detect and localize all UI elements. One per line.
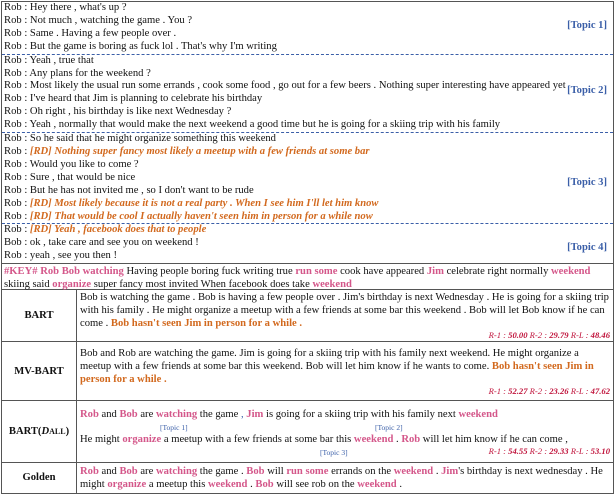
utterance-text: [RD] That would be cool I actually haven't seen him in person for a while now [29,210,373,222]
figure [1,1,614,494]
speaker: Rob [4,145,22,157]
key-word: celebrate right normally [443,266,552,278]
topic-tag: [Topic 3] [567,176,607,188]
speaker: Rob [4,54,22,66]
model-name: BART [2,290,77,342]
topic-tag: [Topic 1] [160,422,188,432]
speaker: Rob [4,133,22,145]
key-row [2,264,613,290]
utterance: Rob : I've heard that Jim is planning to celebrate his birthday [4,93,263,105]
speaker: Rob [4,93,22,105]
summary: Rob and Bob are watching the game . Bob will run some errands on the weekend . Jim's birthday is next wednesday . He might organize a meetup this weekend . Bob will see rob on the weekend . [80,465,603,490]
topic-block [2,224,613,264]
speaker: Rob [4,2,22,13]
model-name: BART(DALL) [2,401,77,463]
speaker: Bob [4,237,22,249]
result-row-golden [2,463,613,493]
speaker: Rob [4,27,22,39]
speaker: Rob [4,197,22,209]
utterance: Rob : Same . Having a few people over . [4,27,177,39]
utterance: Rob : But the game is boring as fuck lol . That's why I'm writing [4,40,277,52]
speaker: Rob [4,106,22,118]
utterance-text: But the game is boring as fuck lol . That's why I'm writing [29,40,277,52]
speaker: Rob [4,210,22,222]
scores: R-1 : 50.00 R-2 : 29.79 R-L : 48.46 [488,330,610,341]
utterance-text: So he said that he might organize something this weekend [29,133,276,145]
utterance: Rob : [RD] Nothing super fancy most likely a meetup with a few friends at some bar [4,145,370,157]
topic-tag: [Topic 4] [567,242,607,254]
results-table [2,290,613,493]
result-row-bart-dall [2,401,613,463]
utterance-text: Would you like to come ? [29,158,139,170]
utterance: Rob : Yeah , normally that would make the next weekend a good time but he is going for a skiing trip with his family [4,119,501,131]
utterance: Rob : Most likely the usual run some errands , cook some food , go out for a few beers . Nothing super interesting have appeared yet [4,80,566,92]
key-word: organize [52,279,92,291]
utterance: Rob : [RD] That would be cool I actually haven't seen him in person for a while now [4,210,373,222]
utterance-text: Yeah , true that [29,54,94,66]
model-name: MV-BART [2,342,77,401]
key-word: skiing said [4,279,53,291]
result-row-bart [2,290,613,342]
speaker: Rob [4,171,22,183]
utterance-text: But he has not invited me , so I don't want to be rude [29,184,254,196]
summary: Rob and Bob are watching the game , Jim is going for a skiing trip with his family next weekend [Topic 1] [Topic 2] He might organize a meetup with a few friends at some bar this weekend . Rob will let him know if he can come , [Topic 3] R-1 : 54.55 R-2 : 29.33 R-L : 53.10 [77,401,614,463]
utterance: Rob : Hey there , what's up ? [4,2,127,13]
utterance-text: [RD] Nothing super fancy most likely a meetup with a few friends at some bar [29,145,370,157]
key-word: Having people boring fuck writing true [123,266,296,278]
summary-highlight: Bob hasn't seen Jim in person for a while . [110,318,303,330]
key-word: Jim [426,266,444,278]
topic-tag: [Topic 1] [567,19,607,31]
utterance: Rob : Yeah , true that [4,54,94,66]
topic-block [2,2,613,55]
key-word: run some [295,266,338,278]
key-words [4,266,590,290]
key-word: super fancy most invited When facebook does take [91,279,313,291]
result-row-mv-bart [2,342,613,401]
utterance-text: [RD] Yeah , facebook does that to people [29,224,207,236]
topic-block [2,55,613,133]
key-word: weekend [312,279,352,291]
utterance: Rob : Sure , that would be nice [4,171,136,183]
speaker: Rob [4,119,22,131]
utterance: Rob : So he said that he might organize something this weekend [4,133,276,145]
speaker: Rob [4,250,22,262]
speaker: Rob [4,184,22,196]
key-word: Rob Bob watching [40,266,124,278]
utterance: Rob : Any plans for the weekend ? [4,67,151,79]
summary [77,290,614,342]
summary-highlight: Bob hasn't seen Jim in person for a while . [80,360,594,385]
utterance: Bob : ok , take care and see you on weekend ! [4,237,199,249]
speaker: Rob [4,14,22,26]
speaker: Rob [4,158,22,170]
topic-tag: [Topic 2] [375,422,403,432]
key-word: cook have appeared [337,266,427,278]
utterance-text: Hey there , what's up ? [29,2,127,13]
utterance-text: Yeah , normally that would make the next weekend a good time but he is going for a skiing trip with his family [29,119,501,131]
utterance-text: Not much , watching the game . You ? [29,14,193,26]
model-name: Golden [2,463,77,493]
scores: R-1 : 52.27 R-2 : 23.26 R-L : 47.62 [488,385,610,396]
utterance-text: I've heard that Jim is planning to celebrate his birthday [29,93,263,105]
utterance-text: [RD] Most likely because it is not a real party . When I see him I'll let him know [29,197,379,209]
utterance-text: Sure , that would be nice [29,171,136,183]
utterance: Rob : But he has not invited me , so I don't want to be rude [4,184,254,196]
topic-block [2,133,613,224]
key-word: weekend [551,266,591,278]
utterance: Rob : Not much , watching the game . You ? [4,14,193,26]
utterance-text: Any plans for the weekend ? [29,67,151,79]
topic-tag: [Topic 2] [567,85,607,97]
speaker: Rob [4,224,22,236]
dialogue-panel [2,2,613,264]
utterance: Rob : [RD] Yeah , facebook does that to people [4,224,207,236]
utterance: Rob : [RD] Most likely because it is not a real party . When I see him I'll let him know [4,197,379,209]
speaker: Rob [4,67,22,79]
utterance-text: Oh right , his birthday is like next Wednesday ? [29,106,232,118]
scores: R-1 : 54.55 R-2 : 29.33 R-L : 53.10 [488,445,610,456]
utterance-text: yeah , see you then ! [29,250,117,262]
summary-text: Bob is watching the game . Bob is having a few people over . Jim's birthday is next Wednesday . He is going for a skiing trip with his family . He might organize a meetup with a few friends at some bar this weekend . Bob will let Bob know if he can come . [80,292,609,330]
utterance-text: Same . Having a few people over . [29,27,177,39]
utterance: Rob : Oh right , his birthday is like next Wednesday ? [4,106,232,118]
speaker: Rob [4,80,22,92]
speaker: Rob [4,40,22,52]
utterance-text: ok , take care and see you on weekend ! [29,237,199,249]
utterance: Rob : Would you like to come ? [4,158,139,170]
utterance: Rob : yeah , see you then ! [4,250,117,262]
key-label: #KEY# [4,266,38,278]
utterance-text: Most likely the usual run some errands , cook some food , go out for a few beers . Nothing super interesting have appeared yet [29,80,566,92]
summary [77,342,614,401]
topic-tag: [Topic 3] [320,447,348,457]
summary-text: Bob and Rob are watching the game. Jim is going for a skiing trip with his family next weekend. He might organize a meetup with a few friends at some bar this weekend. Bob will let him know if he wants to come. [80,347,579,372]
